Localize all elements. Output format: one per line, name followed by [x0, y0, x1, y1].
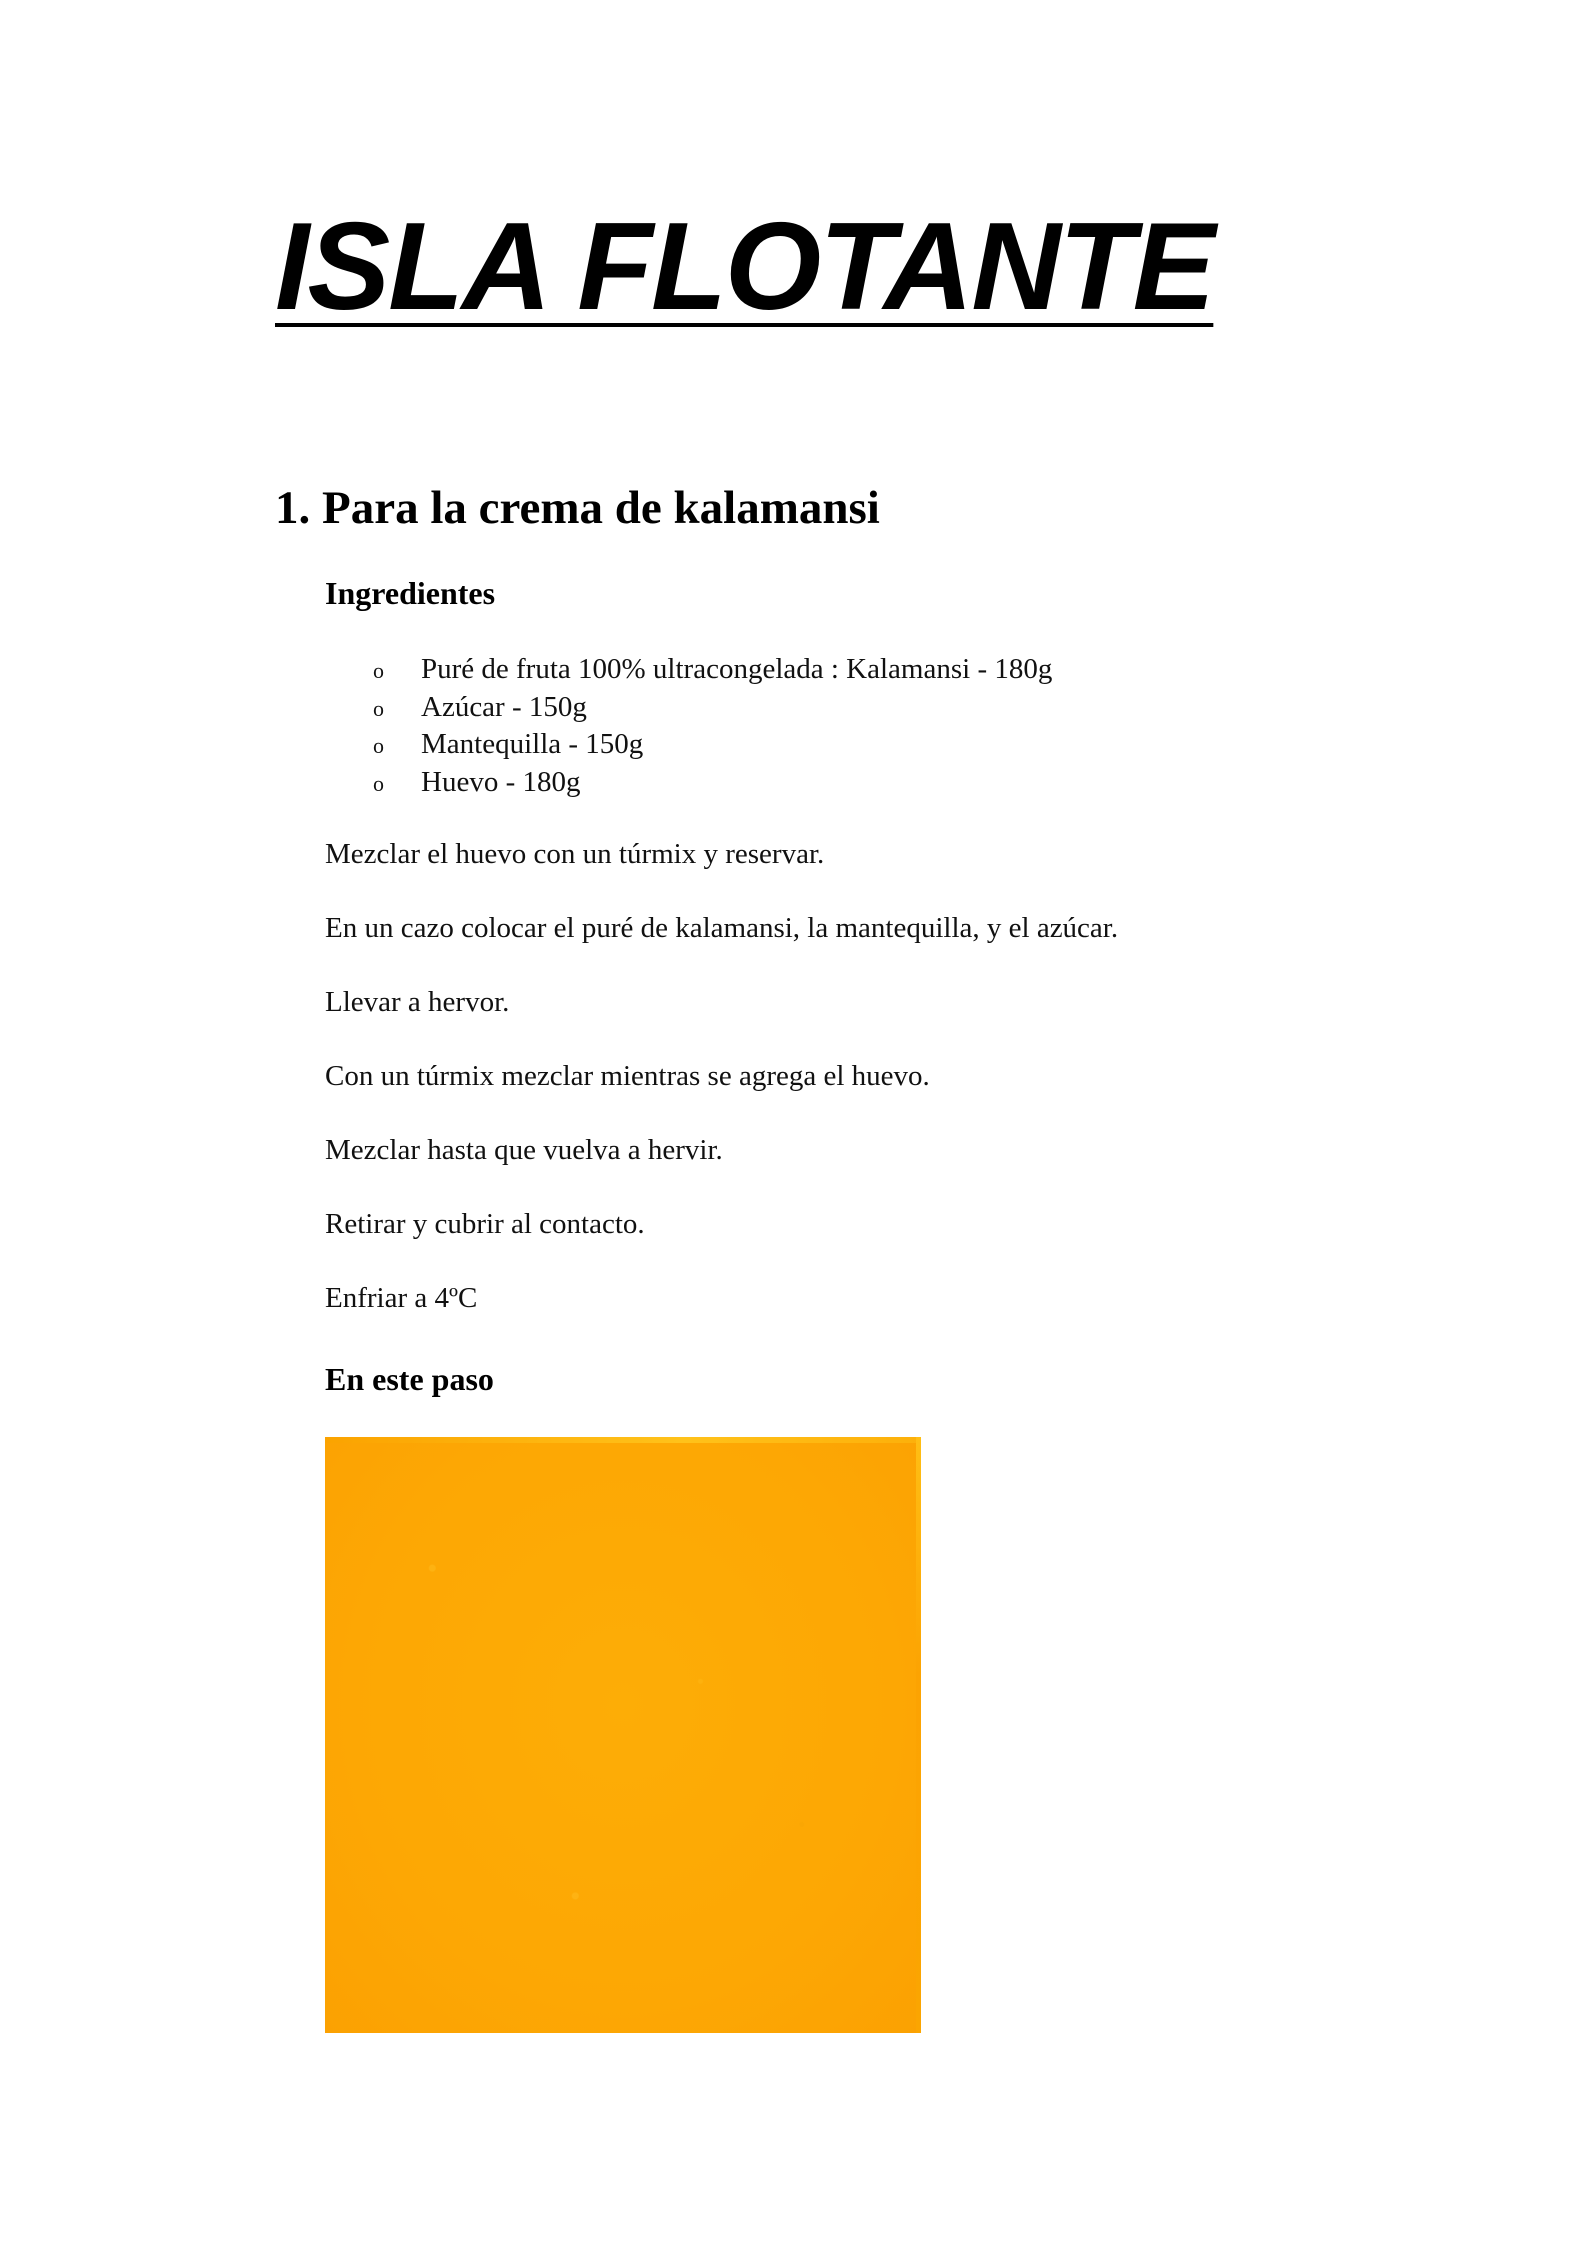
step-paragraph: Llevar a hervor. — [325, 986, 510, 1018]
section-heading: 1. Para la crema de kalamansi — [275, 482, 880, 534]
bullet-icon: o — [373, 695, 384, 721]
bullet-icon: o — [373, 658, 384, 683]
ingredient-text: Puré de fruta 100% ultracongelada : Kalamansi - 180g — [421, 653, 1053, 685]
step-paragraph: Mezclar hasta que vuelva a hervir. — [325, 1134, 723, 1166]
photo-edge-highlight — [325, 1437, 921, 1443]
preparation-steps — [325, 836, 1118, 1354]
step-photo-heading: En este paso — [325, 1361, 494, 1397]
bullet-icon: o — [373, 733, 384, 758]
recipe-title: ISLA FLOTANTE — [275, 198, 1214, 336]
photo-edge-shadow — [916, 1437, 921, 2033]
step-paragraph: Retirar y cubrir al contacto. — [325, 1208, 645, 1240]
ingredients-heading: Ingredientes — [325, 575, 496, 611]
bullet-icon: o — [373, 770, 384, 796]
ingredient-text: Mantequilla - 150g — [421, 728, 644, 760]
ingredient-text: Azúcar - 150g — [421, 690, 587, 723]
step-paragraph: Enfriar a 4ºC — [325, 1282, 478, 1314]
step-paragraph: Con un túrmix mezclar mientras se agrega el huevo. — [325, 1060, 930, 1092]
step-paragraph: Mezclar el huevo con un túrmix y reservar. — [325, 838, 825, 870]
step-paragraph: En un cazo colocar el puré de kalamansi, la mantequilla, y el azúcar. — [325, 912, 1119, 944]
ingredient-text: Huevo - 180g — [421, 765, 581, 798]
kalamansi-cream-photo — [325, 1437, 921, 2033]
